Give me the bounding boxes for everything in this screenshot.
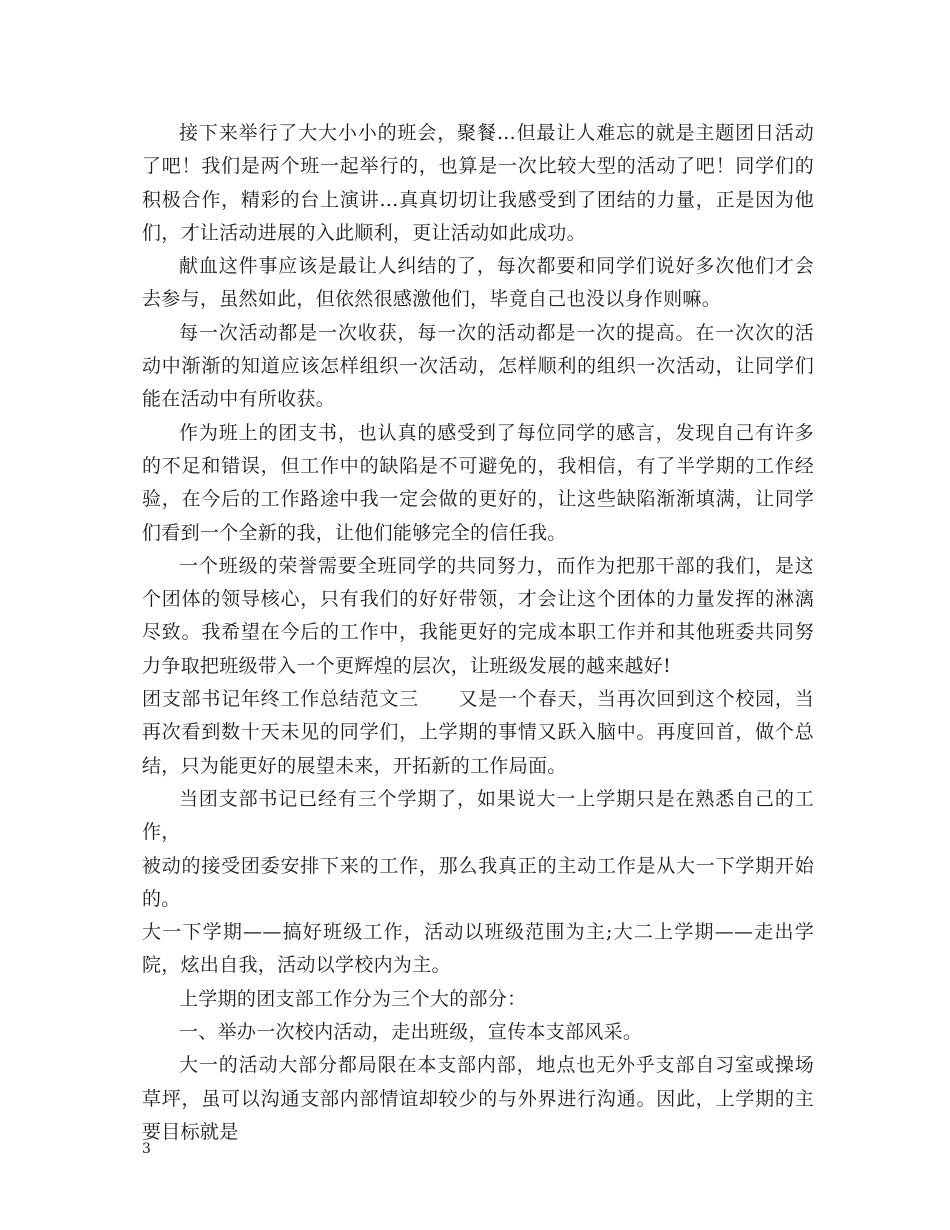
page-number: 3 — [142, 1141, 151, 1157]
paragraph: 大一的活动大部分都局限在本支部内部，地点也无外乎支部自习室或操场草坪，虽可以沟通支部内部情谊却较少的与外界进行沟通。因此，上学期的主要目标就是 — [142, 1054, 814, 1143]
list-heading: 一、举办一次校内活动，走出班级，宣传本支部风采。 — [179, 1021, 643, 1044]
paragraph: 被动的接受团委安排下来的工作，那么我真正的主动工作是从大一下学期开始的。 — [142, 854, 814, 910]
section-heading-paragraph: 团支部书记年终工作总结范文三 又是一个春天，当再次回到这个校园，当再次看到数十天未见的同学们，上学期的事情又跃入脑中。再度回首，做个总结，只为能更好的展望未来，开拓新的工作局面。 — [142, 688, 814, 777]
paragraph: 每一次活动都是一次收获，每一次的活动都是一次的提高。在一次次的活动中渐渐的知道应该怎样组织一次活动，怎样顺利的组织一次活动，让同学们能在活动中有所收获。 — [142, 321, 814, 411]
paragraph: 大一下学期——搞好班级工作，活动以班级范围为主;大二上学期——走出学院，炫出自我，活动以学校内为主。 — [142, 921, 814, 977]
paragraph: 献血这件事应该是最让人纠结的了，每次都要和同学们说好多次他们才会去参与，虽然如此，但依然很感激他们，毕竟自己也没以身作则嘛。 — [142, 255, 814, 311]
paragraph: 当团支部书记已经有三个学期了，如果说大一上学期只是在熟悉自己的工作， — [142, 787, 814, 844]
document-body — [142, 117, 814, 1149]
paragraph: 作为班上的团支书，也认真的感受到了每位同学的感言，发现自己有许多的不足和错误，但工作中的缺陷是不可避免的，我相信，有了半学期的工作经验，在今后的工作路途中我一定会做的更好的，让这些缺陷渐渐填满，让同学们看到一个全新的我，让他们能够完全的信任我。 — [142, 421, 814, 544]
paragraph: 接下来举行了大大小小的班会，聚餐…但最让人难忘的就是主题团日活动了吧！我们是两个班一起举行的，也算是一次比较大型的活动了吧！同学们的积极合作，精彩的台上演讲…真真切切让我感受到了团结的力量，正是因为他们，才让活动进展的入此顺利，更让活动如此成功。 — [142, 122, 814, 244]
paragraph: 上学期的团支部工作分为三个大的部分： — [179, 987, 527, 1010]
paragraph: 一个班级的荣誉需要全班同学的共同努力，而作为把那干部的我们，是这个团体的领导核心，只有我们的好好带领，才会让这个团体的力量发挥的淋漓尽致。我希望在今后的工作中，我能更好的完成本职工作并和其他班委共同努力争取把班级带入一个更辉煌的层次，让班级发展的越来越好! — [142, 554, 814, 677]
